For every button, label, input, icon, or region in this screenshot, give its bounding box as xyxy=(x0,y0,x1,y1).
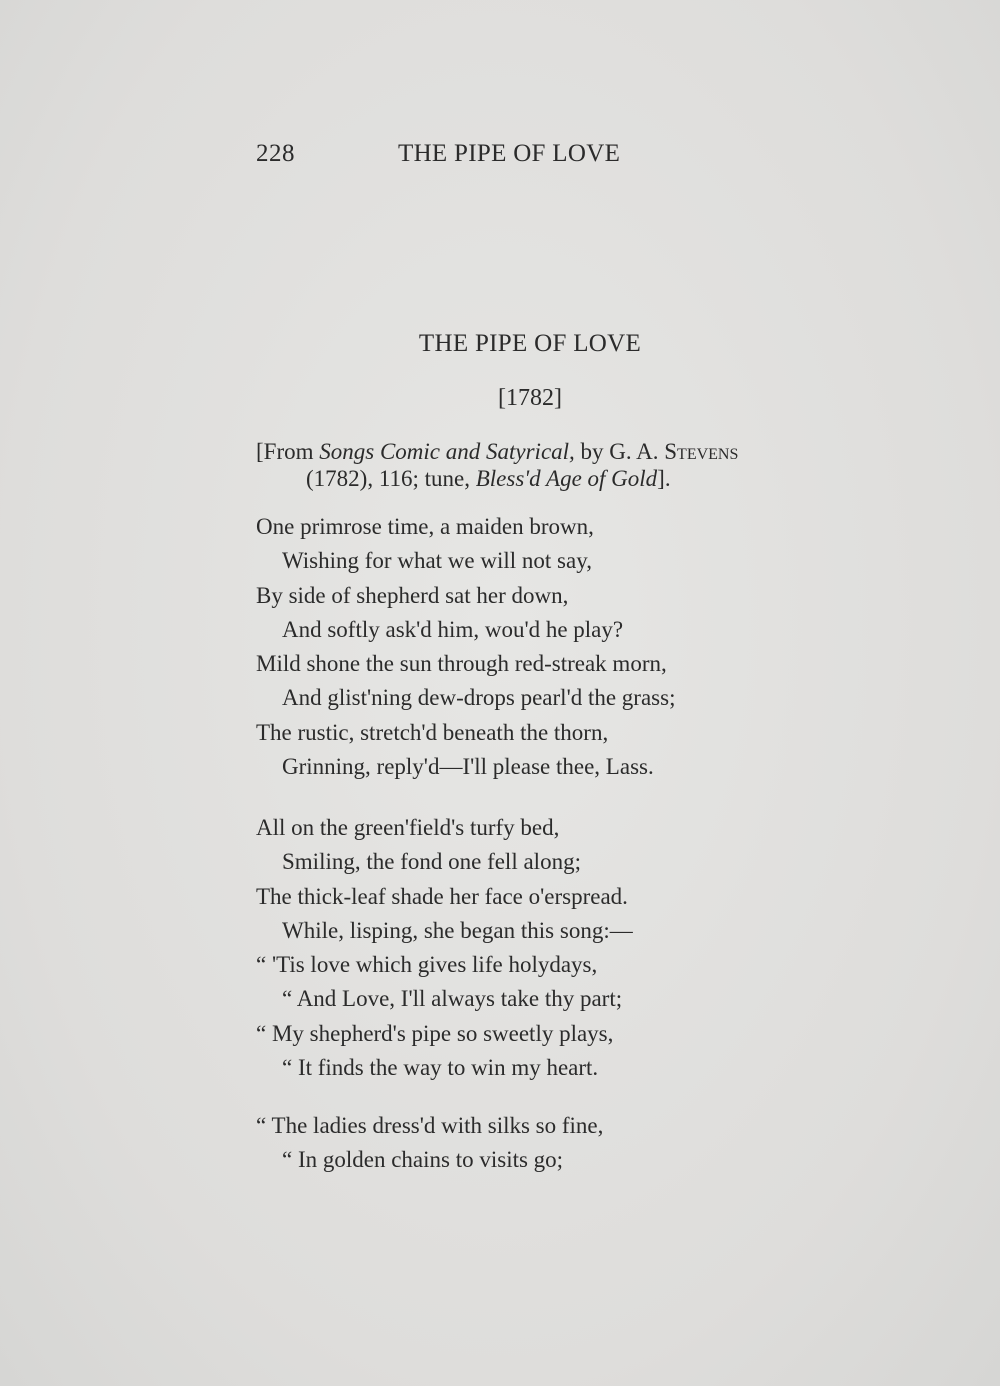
running-head xyxy=(256,140,666,176)
verse-line: And glist'ning dew-drops pearl'd the grass; xyxy=(282,685,676,711)
stanza-1 xyxy=(256,510,816,784)
source-author: Stevens xyxy=(664,439,739,464)
verse-line: “ In golden chains to visits go; xyxy=(282,1147,564,1173)
source-line-2: (1782), 116; tune, Bless'd Age of Gold]. xyxy=(306,466,671,491)
verse-line: One primrose time, a maiden brown, xyxy=(256,514,594,539)
verse-line: “ And Love, I'll always take thy part; xyxy=(282,986,623,1012)
verse-line: The thick-leaf shade her face o'erspread. xyxy=(256,883,628,909)
stanza-2 xyxy=(256,811,816,1085)
verse-line: The rustic, stretch'd beneath the thorn, xyxy=(256,719,609,745)
stanza-3 xyxy=(256,1109,816,1178)
verse-line: “ The ladies dress'd with silks so fine, xyxy=(256,1113,604,1138)
verse-line: And softly ask'd him, wou'd he play? xyxy=(282,616,624,642)
verse-line: “ It finds the way to win my heart. xyxy=(282,1055,599,1081)
poem-title: THE PIPE OF LOVE xyxy=(418,330,642,357)
verse-line: All on the green'field's turfy bed, xyxy=(256,815,560,840)
verse-line: Wishing for what we will not say, xyxy=(282,548,592,574)
source-line-1: [From Songs Comic and Satyrical, by G. A. Stevens xyxy=(256,439,739,464)
running-title: THE PIPE OF LOVE xyxy=(398,140,621,167)
source-note xyxy=(256,438,816,492)
verse-line: While, lisping, she began this song:— xyxy=(282,917,633,943)
source-tune: Bless'd Age of Gold xyxy=(475,466,658,491)
verse-line: “ 'Tis love which gives life holydays, xyxy=(256,952,598,978)
verse-line: Grinning, reply'd—I'll please thee, Lass. xyxy=(282,754,654,780)
verse-line: Smiling, the fond one fell along; xyxy=(282,849,581,875)
verse-line: Mild shone the sun through red-streak morn, xyxy=(256,651,667,677)
verse-line: By side of shepherd sat her down, xyxy=(256,582,569,608)
source-book-title: Songs Comic and Satyrical, xyxy=(319,439,575,464)
verse-line: “ My shepherd's pipe so sweetly plays, xyxy=(256,1020,614,1046)
page-number: 228 xyxy=(256,140,295,167)
poem-date: [1782] xyxy=(498,385,562,411)
